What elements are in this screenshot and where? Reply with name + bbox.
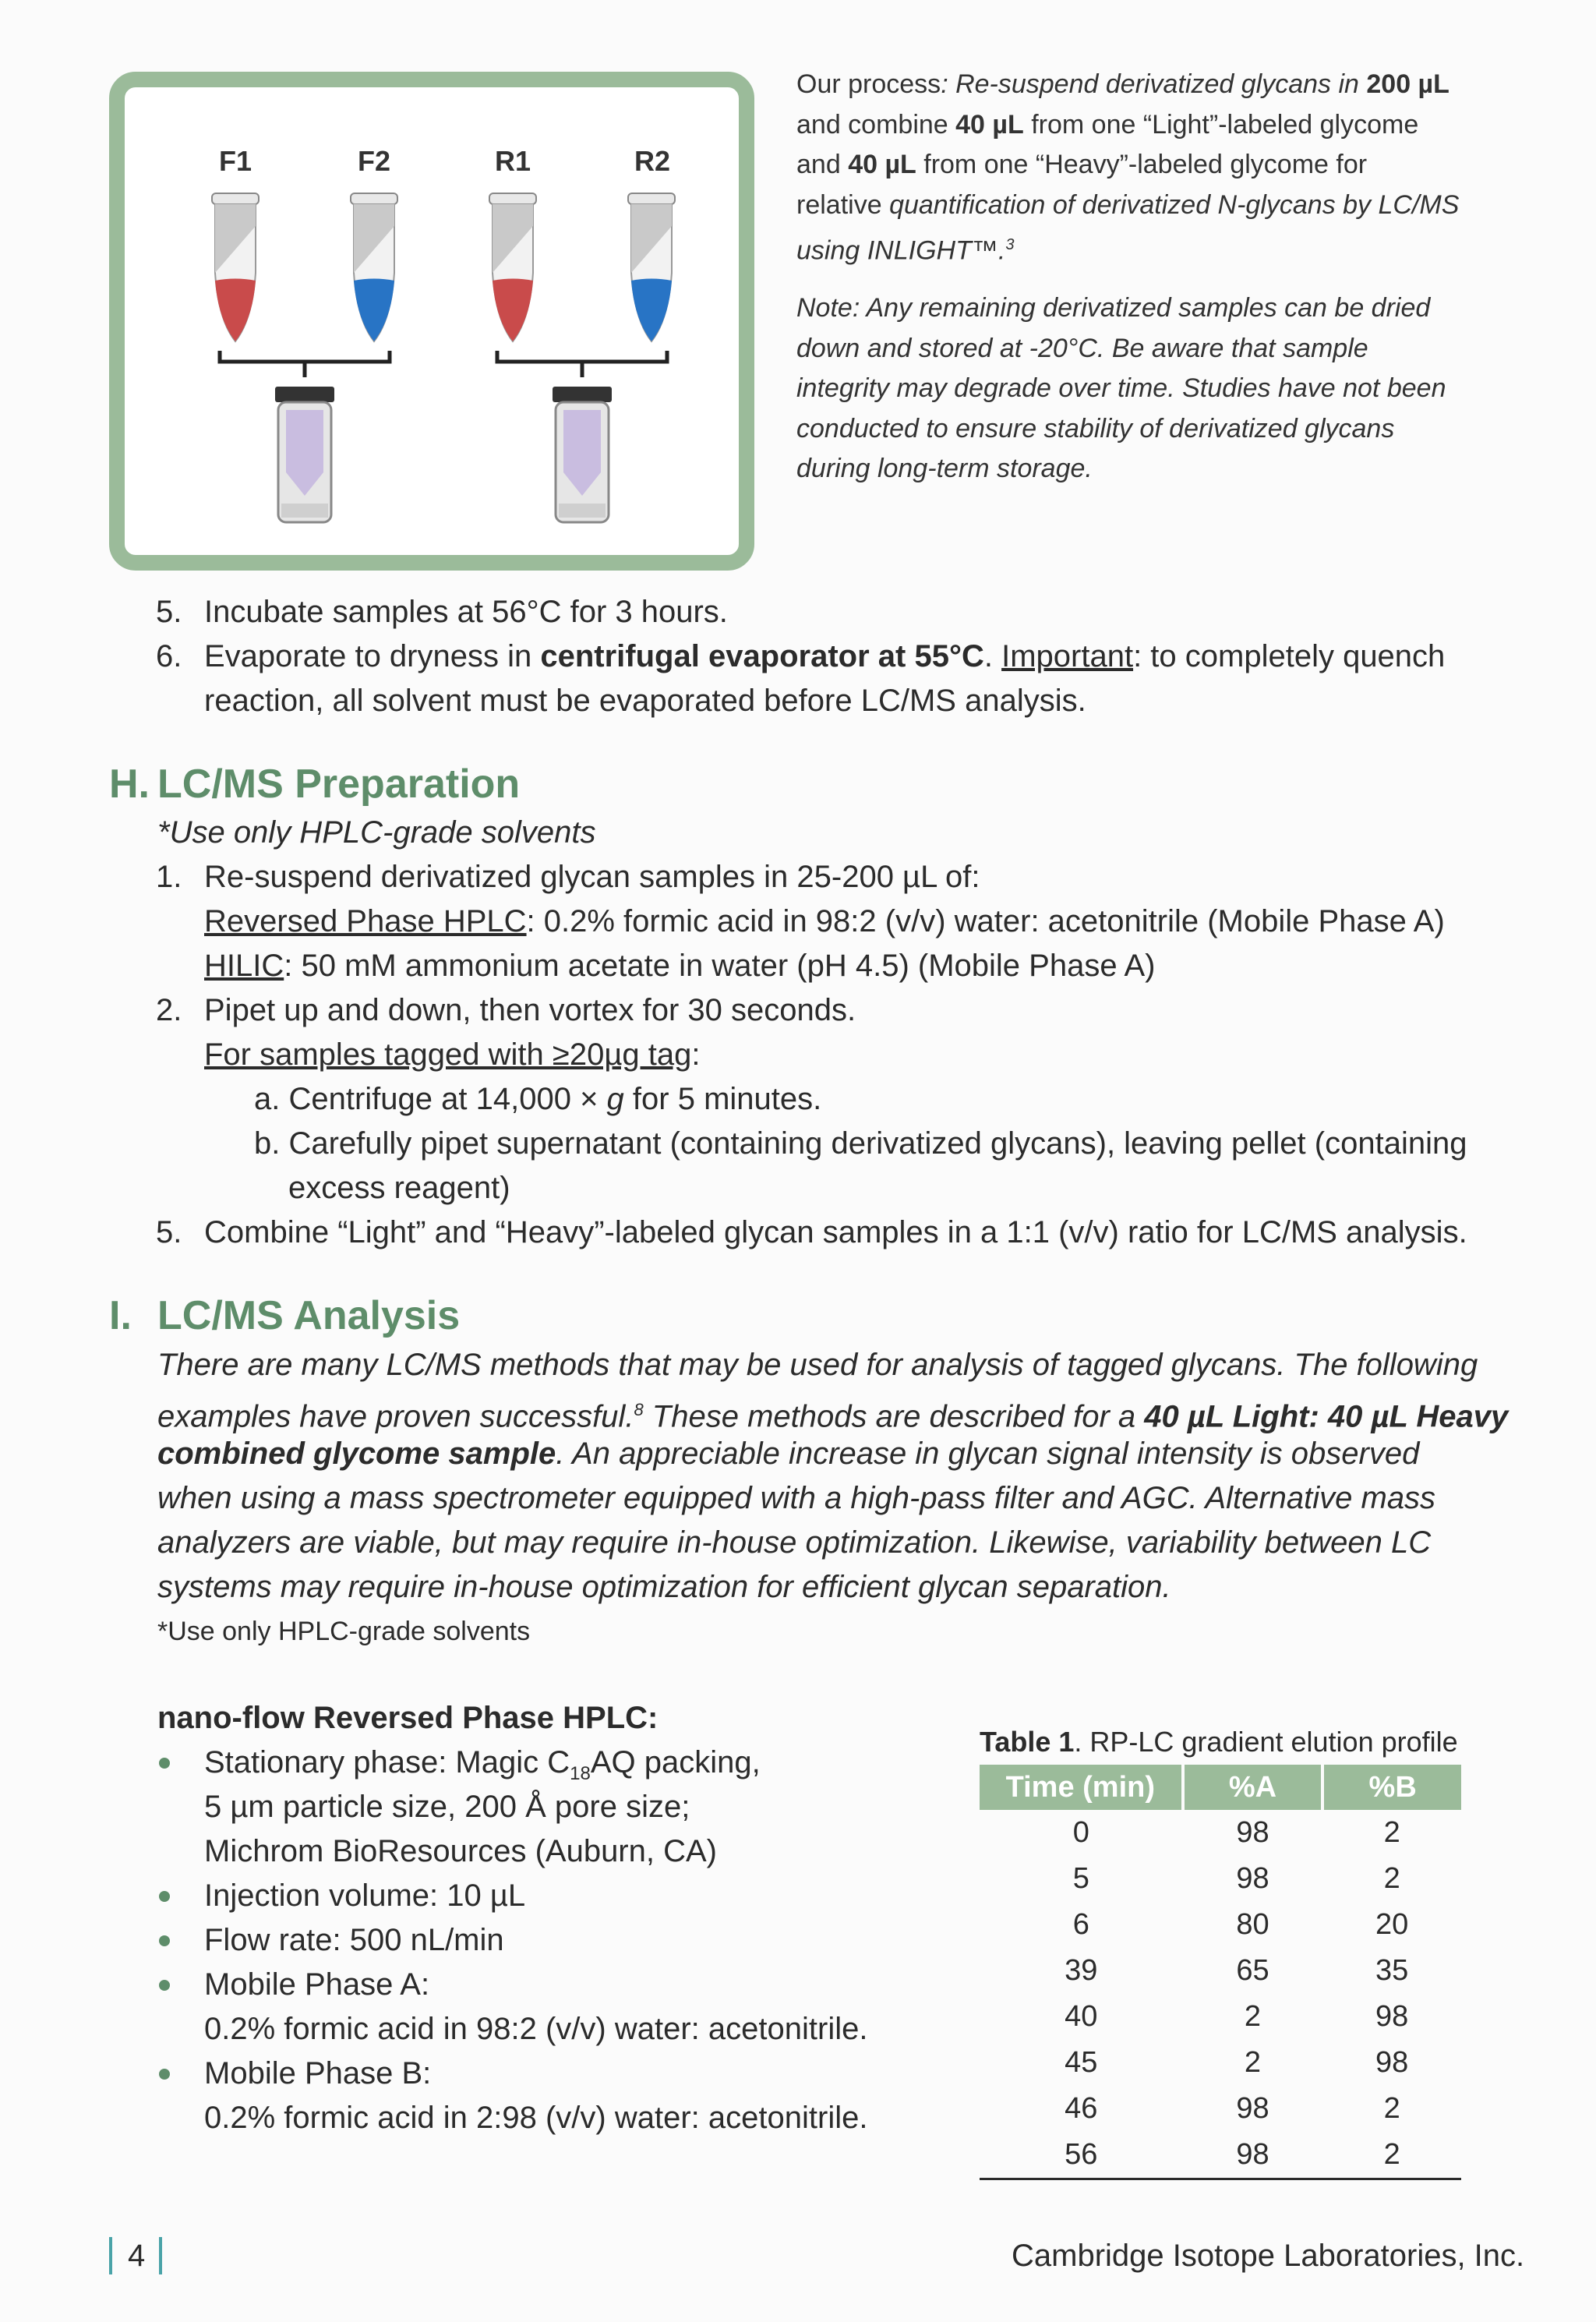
table-caption: Table 1. RP-LC gradient elution profile xyxy=(980,1726,1458,1758)
analysis-text: examples have proven successful.$^8$ These methods are described for a 40 µL Light: 40 µL Heavy xyxy=(157,1399,1509,1434)
process-note: Our process: Re-suspend derivatized glycans in 200 µL and combine 40 µL from one “Light”-labeled glycome and 40 µL from one “Heavy”-labeled glycome for relative quantification of derivatized N-glycans by LC/MS using INLIGHT™.$^3$ xyxy=(796,69,1460,266)
table-cell: 98 xyxy=(1375,2000,1409,2033)
section-h-letter: H. xyxy=(109,762,150,807)
hplc-stationary-phase: Stationary phase: Magic $C_{18}AQ$ packing, xyxy=(204,1745,761,1784)
table-cell: 6 xyxy=(1072,1908,1089,1941)
table-cell: 39 xyxy=(1065,1954,1098,1987)
combine-bracket-left xyxy=(220,351,390,377)
bullet-icon xyxy=(159,1758,170,1769)
table-row xyxy=(980,2132,1461,2179)
footer-company: Cambridge Isotope Laboratories, Inc. xyxy=(1012,2239,1525,2273)
substep-centrifuge: a. Centrifuge at 14,000 × g for 5 minutes. xyxy=(254,1082,822,1116)
solvent-note: *Use only HPLC-grade solvents xyxy=(157,1617,531,1646)
analysis-text: There are many LC/MS methods that may be used for analysis of tagged glycans. The following xyxy=(157,1348,1478,1382)
substep-supernatant: b. Carefully pipet supernatant (containing derivatized glycans), leaving pellet (containing xyxy=(254,1126,1467,1161)
storage-note: Note: Any remaining derivatized samples can be dried down and stored at -20°C. Be aware that sample integrity may degrade over time. Studies have not been conducted to ensure stability of derivatized glycans during long-term storage. xyxy=(796,293,1446,483)
section-i-title: LC/MS Analysis xyxy=(157,1293,461,1338)
bullet-icon xyxy=(159,1980,170,1991)
step-number: 1. xyxy=(156,860,182,894)
bullet-icon xyxy=(159,1891,170,1902)
table-cell: 46 xyxy=(1065,2092,1098,2125)
table-row xyxy=(980,1856,1461,1902)
table-row xyxy=(980,2040,1461,2086)
table-cell: 35 xyxy=(1375,1954,1409,1987)
table-cell: 45 xyxy=(1065,2046,1098,2079)
table-cell: 98 xyxy=(1375,2046,1409,2079)
bullet-icon xyxy=(159,1935,170,1946)
table-cell: 98 xyxy=(1236,1862,1269,1895)
table-cell: 2 xyxy=(1244,2000,1262,2033)
table-cell: 5 xyxy=(1072,1862,1089,1895)
table-row xyxy=(980,1810,1461,1856)
table-cell: 56 xyxy=(980,2132,1183,2179)
footer-divider xyxy=(159,2237,162,2274)
tube-label-f2: F2 xyxy=(357,145,390,177)
table-cell: 2 xyxy=(1383,1862,1400,1895)
tag-condition: For samples tagged with ≥20µg tag: xyxy=(204,1037,701,1072)
analysis-text: systems may require in-house optimization for efficient glycan separation. xyxy=(157,1570,1171,1604)
tube-label-f1: F1 xyxy=(218,145,252,177)
table-cell: 80 xyxy=(1236,1908,1269,1941)
step-evaporate-cont: reaction, all solvent must be evaporated before LC/MS analysis. xyxy=(204,684,1086,718)
combine-bracket-right xyxy=(497,351,667,377)
page-number: 4 xyxy=(128,2239,146,2273)
hplc-flow-rate: Flow rate: 500 nL/min xyxy=(204,1923,504,1957)
tube-r1-icon xyxy=(489,193,536,341)
step-vortex: Pipet up and down, then vortex for 30 seconds. xyxy=(204,993,856,1027)
analysis-text: analyzers are viable, but may require in-house optimization. Likewise, variability between LC xyxy=(157,1525,1432,1560)
column-header: Time (min) xyxy=(980,1765,1183,1810)
tube-f2-icon xyxy=(351,193,397,341)
table-row xyxy=(980,1902,1461,1948)
tube-label-r1: R1 xyxy=(494,145,531,177)
step-resuspend: Re-suspend derivatized glycan samples in 25-200 µL of: xyxy=(204,860,980,894)
hplc-mobile-b: Mobile Phase B: xyxy=(204,2056,432,2091)
table-row xyxy=(980,1994,1461,2040)
step-number: 5. xyxy=(156,595,182,629)
substep-supernatant-cont: excess reagent) xyxy=(288,1171,510,1205)
table-cell: 98 xyxy=(1236,1816,1269,1849)
tube-diagram xyxy=(109,72,754,571)
tube-f1-icon xyxy=(212,193,259,341)
hplc-mobile-b-detail: 0.2% formic acid in 2:98 (v/v) water: acetonitrile. xyxy=(204,2101,868,2135)
hplc-injection: Injection volume: 10 µL xyxy=(204,1878,526,1913)
step-number: 2. xyxy=(156,993,182,1027)
table-row xyxy=(980,1948,1461,1994)
table-cell: 2 xyxy=(1383,2092,1400,2125)
column-header: %A xyxy=(1183,1765,1323,1810)
bullet-icon xyxy=(159,2069,170,2080)
table-cell: 65 xyxy=(1236,1954,1269,1987)
table-header-row xyxy=(980,1765,1461,1810)
step-incubate: Incubate samples at 56°C for 3 hours. xyxy=(204,595,728,629)
table-cell: 0 xyxy=(1072,1816,1089,1849)
tubes-illustration xyxy=(125,87,739,555)
tube-r2-icon xyxy=(628,193,675,341)
hplc-title: nano-flow Reversed Phase HPLC: xyxy=(157,1701,659,1735)
rp-hplc-line: Reversed Phase HPLC: 0.2% formic acid in 98:2 (v/v) water: acetonitrile (Mobile Phase A) xyxy=(204,904,1445,938)
table-cell: 2 xyxy=(1322,2132,1461,2179)
section-h-title: LC/MS Preparation xyxy=(157,762,521,807)
hplc-mobile-a-detail: 0.2% formic acid in 98:2 (v/v) water: acetonitrile. xyxy=(204,2012,868,2046)
solvent-note: *Use only HPLC-grade solvents xyxy=(157,815,596,850)
vial-right-icon xyxy=(553,387,612,522)
table-cell: 40 xyxy=(1065,2000,1098,2033)
tube-label-r2: R2 xyxy=(634,145,671,177)
hplc-mobile-a: Mobile Phase A: xyxy=(204,1967,430,2002)
step-number: 5. xyxy=(156,1215,182,1249)
column-header: %B xyxy=(1322,1765,1461,1810)
hilic-line: HILIC: 50 mM ammonium acetate in water (pH 4.5) (Mobile Phase A) xyxy=(204,949,1156,983)
table-cell: 98 xyxy=(1236,2092,1269,2125)
hplc-stationary-phase-cont: Michrom BioResources (Auburn, CA) xyxy=(204,1834,717,1868)
gradient-table xyxy=(980,1765,1461,2180)
step-evaporate: Evaporate to dryness in centrifugal evaporator at 55°C. Important: to completely quench xyxy=(204,639,1446,673)
table-row xyxy=(980,2086,1461,2132)
table-cell: 20 xyxy=(1375,1908,1409,1941)
hplc-stationary-phase-cont: 5 µm particle size, 200 Å pore size; xyxy=(204,1790,690,1824)
footer-divider xyxy=(109,2237,112,2274)
analysis-text: combined glycome sample. An appreciable increase in glycan signal intensity is observed xyxy=(157,1437,1420,1471)
table-cell: 98 xyxy=(1183,2132,1323,2179)
section-i-letter: I. xyxy=(109,1293,132,1338)
analysis-text: when using a mass spectrometer equipped with a high-pass filter and AGC. Alternative mass xyxy=(157,1481,1436,1515)
table-cell: 2 xyxy=(1244,2046,1262,2079)
step-combine: Combine “Light” and “Heavy”-labeled glycan samples in a 1:1 (v/v) ratio for LC/MS analysis. xyxy=(204,1215,1467,1249)
table-cell: 2 xyxy=(1383,1816,1400,1849)
step-number: 6. xyxy=(156,639,182,673)
vial-left-icon xyxy=(275,387,334,522)
